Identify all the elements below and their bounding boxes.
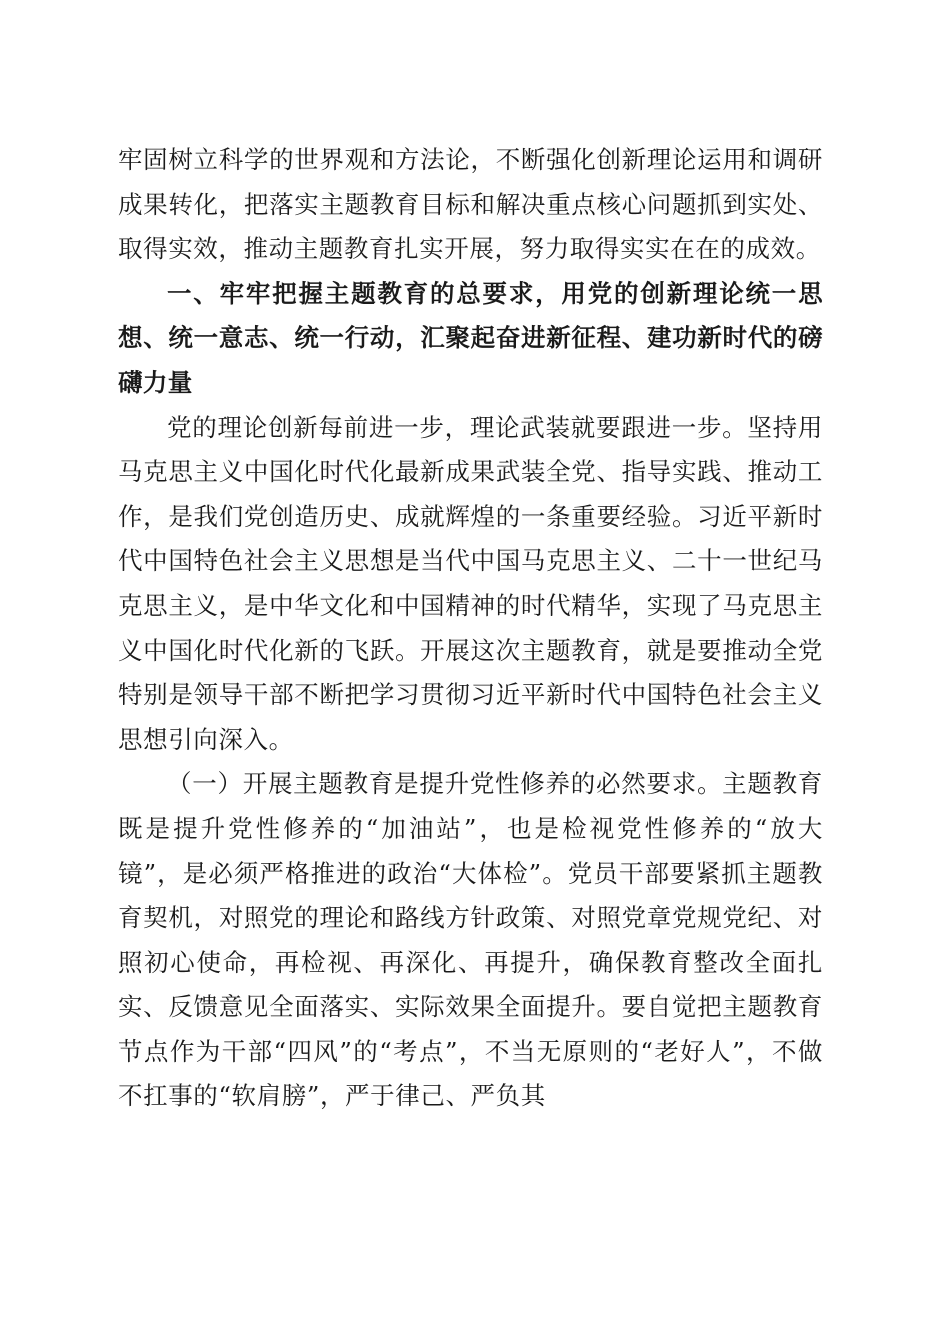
section-heading: 一、牢牢把握主题教育的总要求，用党的创新理论统一思想、统一意志、统一行动，汇聚起奋进新征程、建功新时代的磅礴力量 (118, 278, 823, 397)
body-paragraph-subsection: （一）开展主题教育是提升党性修养的必然要求。主题教育既是提升党性修养的“加油站”，也是检视党性修养的“放大镜”，是必须严格推进的政治“大体检”。党员干部要紧抓主题教育契机，对照党的理论和路线方针政策、对照党章党规党纪、对照初心使命，再检视、再深化、再提升，确保教育整改全面扎实、反馈意见全面落实、实际效果全面提升。要自觉把主题教育节点作为干部“四风”的“考点”，不当无原则的“老好人”，不做不扛事的“软肩膀”，严于律己、严负其 (118, 769, 823, 1111)
body-paragraph: 党的理论创新每前进一步，理论武装就要跟进一步。坚持用马克思主义中国化时代化最新成果武装全党、指导实践、推动工作，是我们党创造历史、成就辉煌的一条重要经验。习近平新时代中国特色社会主义思想是当代中国马克思主义、二十一世纪马克思主义，是中华文化和中国精神的时代精华，实现了马克思主义中国化时代化新的飞跃。开展这次主题教育，就是要推动全党特别是领导干部不断把学习贯彻习近平新时代中国特色社会主义思想引向深入。 (118, 412, 823, 754)
document-page (118, 138, 823, 1119)
continuation-paragraph: 牢固树立科学的世界观和方法论，不断强化创新理论运用和调研成果转化，把落实主题教育目标和解决重点核心问题抓到实处、取得实效，推动主题教育扎实开展，努力取得实实在在的成效。 (118, 145, 823, 264)
